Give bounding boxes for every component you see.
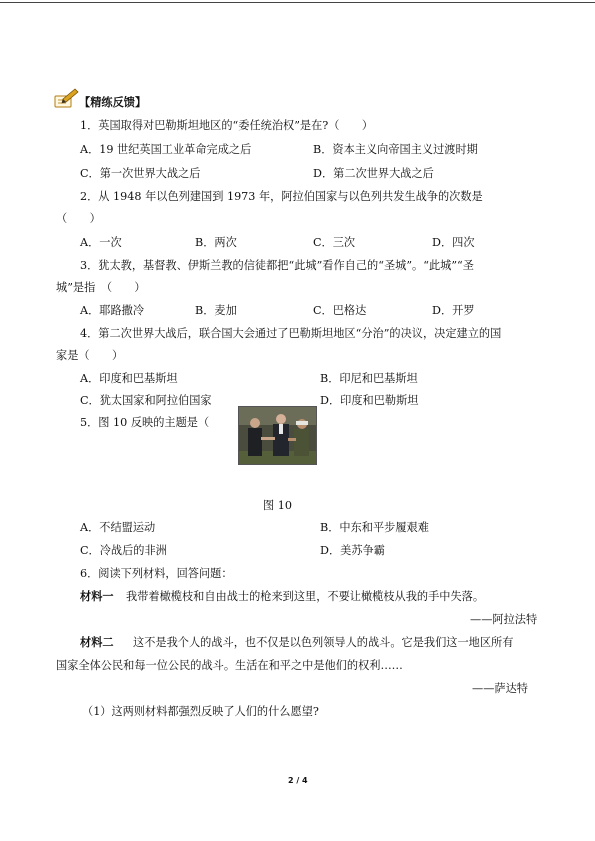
question-3-option-c: C．巴格达 bbox=[313, 304, 367, 317]
question-1-stem: 1．英国取得对巴勒斯坦地区的“委任统治权”是在?（ ） bbox=[80, 119, 374, 132]
question-1-option-a: A．19 世纪英国工业革命完成之后 bbox=[80, 143, 252, 156]
question-4-option-a: A．印度和巴基斯坦 bbox=[80, 372, 178, 385]
question-2-stem-cont: （ ） bbox=[56, 212, 101, 225]
question-2-option-b: B．两次 bbox=[195, 236, 237, 249]
question-3-option-a: A．耶路撒冷 bbox=[80, 304, 145, 317]
handshake-photo bbox=[238, 406, 317, 465]
material-1-source: ——阿拉法特 bbox=[470, 613, 538, 626]
material-2-label: 材料二 bbox=[80, 635, 114, 649]
page-number: 2 / 4 bbox=[288, 776, 308, 785]
question-6-stem: 6．阅读下列材料，回答问题： bbox=[80, 567, 233, 580]
material-1-text: 我带着橄榄枝和自由战士的枪来到这里，不要让橄榄枝从我的手中失落。 bbox=[126, 590, 485, 603]
material-2-text-line2: 国家全体公民和每一位公民的战斗。生活在和平之中是他们的权利…… bbox=[56, 659, 403, 672]
question-4-option-b: B．印尼和巴基斯坦 bbox=[320, 372, 418, 385]
question-4-stem: 4．第二次世界大战后，联合国大会通过了巴勒斯坦地区“分治”的决议，决定建立的国 bbox=[80, 327, 502, 340]
question-1-option-c: C．第一次世界大战之后 bbox=[80, 167, 201, 180]
question-3-option-d: D．开罗 bbox=[432, 304, 475, 317]
question-3-option-b: B．麦加 bbox=[195, 304, 237, 317]
question-5-stem: 5．图 10 反映的主题是（ bbox=[80, 416, 210, 429]
section-title: 【精练反馈】 bbox=[79, 95, 147, 109]
figure-caption: 图 10 bbox=[263, 499, 292, 512]
question-6-sub-1: （1）这两则材料都强烈反映了人们的什么愿望? bbox=[82, 705, 319, 718]
question-3-stem-cont: 城”是指 （ ） bbox=[56, 281, 146, 294]
question-2-stem: 2．从 1948 年以色列建国到 1973 年，阿拉伯国家与以色列共发生战争的次数是 bbox=[80, 190, 483, 203]
material-1-label: 材料一 bbox=[80, 589, 114, 603]
question-5-option-a: A．不结盟运动 bbox=[80, 521, 156, 534]
question-2-option-d: D．四次 bbox=[432, 236, 475, 249]
question-1-option-d: D．第二次世界大战之后 bbox=[313, 167, 434, 180]
material-2-source: ——萨达特 bbox=[472, 682, 528, 695]
pen-notebook-icon bbox=[53, 87, 79, 109]
question-4-option-d: D．印度和巴勒斯坦 bbox=[320, 394, 419, 407]
question-1-option-b: B．资本主义向帝国主义过渡时期 bbox=[313, 143, 478, 156]
question-5-option-b: B．中东和平步履艰难 bbox=[320, 521, 429, 534]
material-2-text-line1: 这不是我个人的战斗，也不仅是以色列领导人的战斗。它是我们这一地区所有 bbox=[133, 636, 514, 649]
question-5-option-d: D．美苏争霸 bbox=[320, 544, 385, 557]
question-2-option-c: C．三次 bbox=[313, 236, 356, 249]
question-3-stem: 3．犹太教，基督教、伊斯兰教的信徒都把“此城”看作自己的“圣城”。“此城”“圣 bbox=[80, 259, 474, 272]
question-4-option-c: C．犹太国家和阿拉伯国家 bbox=[80, 394, 212, 407]
question-2-option-a: A．一次 bbox=[80, 236, 122, 249]
top-rule bbox=[0, 2, 595, 3]
question-5-option-c: C．冷战后的非洲 bbox=[80, 544, 167, 557]
question-4-stem-cont: 家是（ ） bbox=[56, 349, 124, 362]
